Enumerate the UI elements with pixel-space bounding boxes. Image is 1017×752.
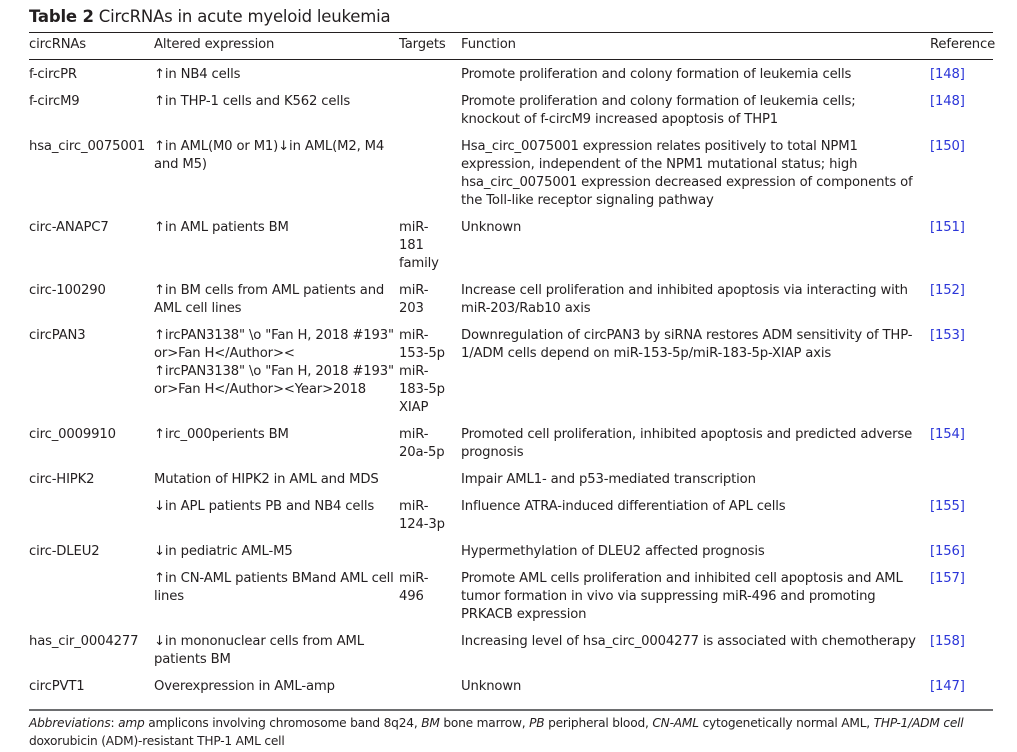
cell-reference[interactable]: [157]	[930, 571, 965, 586]
cell-function: Unknown	[461, 679, 522, 694]
table-row	[29, 278, 993, 323]
footnote-colon: :	[110, 716, 119, 730]
cell-reference	[930, 467, 993, 494]
cell-targets	[399, 674, 461, 701]
footnote-term: CN-AML	[652, 716, 699, 730]
cell-reference[interactable]: [152]	[930, 283, 965, 298]
cell-function: Impair AML1- and p53-mediated transcription	[461, 472, 756, 487]
table-row	[29, 566, 993, 629]
cell-circrna: f-circPR	[29, 67, 77, 82]
footnote-lead: Abbreviations	[29, 716, 111, 730]
table-row	[29, 323, 993, 422]
cell-targets	[399, 89, 461, 134]
cell-reference[interactable]: [148]	[930, 67, 965, 82]
table-row	[29, 539, 993, 566]
footnote-definition: bone marrow,	[439, 716, 530, 730]
cell-altered-expression: ↓in mononuclear cells from AML patients BM	[154, 634, 364, 667]
table-row	[29, 134, 993, 215]
cell-altered-expression: ↓in pediatric AML-M5	[154, 544, 293, 559]
cell-function: Promote proliferation and colony formation of leukemia cells; knockout of f-circM9 increased apoptosis of THP1	[461, 94, 856, 127]
cell-altered-expression: ↑in CN-AML patients BMand AML cell lines	[154, 571, 394, 604]
table-row	[29, 494, 993, 539]
table-caption	[29, 7, 390, 26]
footnote-definition: amplicons involving chromosome band 8q24,	[144, 716, 422, 730]
cell-reference[interactable]: [153]	[930, 328, 965, 343]
cell-altered-expression: Overexpression in AML-amp	[154, 679, 335, 694]
footnote-definition: doxorubicin (ADM)-resistant THP-1 AML cell	[29, 734, 285, 748]
column-header-circrnas: circRNAs	[29, 37, 87, 52]
cell-targets	[399, 629, 461, 674]
cell-altered-expression: ↓in APL patients PB and NB4 cells	[154, 499, 375, 514]
cell-circrna	[29, 494, 154, 539]
cell-function: Increase cell proliferation and inhibited apoptosis via interacting with miR-203/Rab10 axis	[461, 283, 908, 316]
column-header-reference: Reference	[930, 37, 996, 52]
cell-function: Influence ATRA-induced differentiation of APL cells	[461, 499, 786, 514]
cell-targets: miR- 153-5p miR- 183-5p XIAP	[399, 328, 445, 415]
cell-function: Promoted cell proliferation, inhibited apoptosis and predicted adverse prognosis	[461, 427, 913, 460]
cell-targets: miR- 181 family	[399, 220, 439, 271]
circrna-table	[29, 33, 996, 701]
column-header-function: Function	[461, 37, 516, 52]
column-header-altered-expression: Altered expression	[154, 37, 275, 52]
cell-targets: miR- 496	[399, 571, 429, 604]
cell-targets: miR- 20a-5p	[399, 427, 445, 460]
footnote-term: BM	[421, 716, 440, 730]
cell-circrna	[29, 566, 154, 629]
table-label: Table 2	[29, 7, 94, 26]
table-row	[29, 422, 993, 467]
cell-altered-expression: ↑ircPAN3138" \o "Fan H, 2018 #193" or>Fan H</Author>< ↑ircPAN3138" \o "Fan H, 2018 #193" or>Fan H</Author><Year>2018	[154, 328, 394, 397]
cell-function: Promote AML cells proliferation and inhibited cell apoptosis and AML tumor formation in vivo via suppressing miR-496 and promoting PRKACB expression	[461, 571, 903, 622]
cell-circrna: circ-100290	[29, 283, 106, 298]
cell-circrna: circPAN3	[29, 328, 86, 343]
footnote-definition: cytogenetically normal AML,	[698, 716, 874, 730]
cell-circrna: circ-DLEU2	[29, 544, 100, 559]
footnote-term: PB	[529, 716, 545, 730]
cell-reference[interactable]: [155]	[930, 499, 965, 514]
table-row	[29, 467, 993, 494]
cell-targets	[399, 539, 461, 566]
cell-altered-expression: ↑in AML(M0 or M1)↓in AML(M2, M4 and M5)	[154, 139, 385, 172]
cell-reference[interactable]: [158]	[930, 634, 965, 649]
table-row	[29, 629, 993, 674]
cell-targets	[399, 134, 461, 215]
cell-reference[interactable]: [154]	[930, 427, 965, 442]
cell-circrna: hsa_circ_0075001	[29, 139, 146, 154]
cell-circrna: circ-HIPK2	[29, 472, 95, 487]
cell-reference[interactable]: [148]	[930, 94, 965, 109]
cell-function: Hsa_circ_0075001 expression relates positively to total NPM1 expression, independent of the NPM1 mutational status; high hsa_circ_0075001 expression decreased expression of components of the Toll-like receptor signaling pathway	[461, 139, 913, 208]
cell-altered-expression: ↑in BM cells from AML patients and AML cell lines	[154, 283, 385, 316]
footnote-definition: peripheral blood,	[544, 716, 653, 730]
cell-function: Promote proliferation and colony formation of leukemia cells	[461, 67, 852, 82]
table-header-row	[29, 33, 993, 62]
cell-function: Unknown	[461, 220, 522, 235]
cell-targets	[399, 467, 461, 494]
cell-reference[interactable]: [150]	[930, 139, 965, 154]
table-row	[29, 62, 993, 89]
cell-function: Downregulation of circPAN3 by siRNA restores ADM sensitivity of THP- 1/ADM cells depend on miR-153-5p/miR-183-5p-XIAP axis	[461, 328, 913, 361]
cell-reference[interactable]: [156]	[930, 544, 965, 559]
cell-targets: miR- 124-3p	[399, 499, 445, 532]
table-row	[29, 674, 993, 701]
cell-targets	[399, 62, 461, 89]
cell-reference[interactable]: [151]	[930, 220, 965, 235]
footnote-term: amp	[118, 716, 145, 730]
cell-targets: miR- 203	[399, 283, 429, 316]
cell-reference[interactable]: [147]	[930, 679, 965, 694]
table-footnote	[29, 714, 993, 750]
column-header-targets: Targets	[399, 37, 446, 52]
cell-altered-expression: Mutation of HIPK2 in AML and MDS	[154, 472, 379, 487]
footnote-term: THP-1/ADM cell	[873, 716, 964, 730]
cell-altered-expression: ↑in AML patients BM	[154, 220, 289, 235]
table-row	[29, 89, 993, 134]
cell-function: Increasing level of hsa_circ_0004277 is associated with chemotherapy	[461, 634, 916, 649]
table-bottom-rule	[29, 709, 993, 711]
table-row	[29, 215, 993, 278]
cell-circrna: has_cir_0004277	[29, 634, 139, 649]
cell-circrna: circ-ANAPC7	[29, 220, 109, 235]
table-title: CircRNAs in acute myeloid leukemia	[98, 7, 391, 26]
cell-altered-expression: ↑in THP-1 cells and K562 cells	[154, 94, 351, 109]
cell-circrna: circPVT1	[29, 679, 85, 694]
cell-circrna: f-circM9	[29, 94, 80, 109]
cell-altered-expression: ↑in NB4 cells	[154, 67, 241, 82]
cell-function: Hypermethylation of DLEU2 affected prognosis	[461, 544, 765, 559]
cell-circrna: circ_0009910	[29, 427, 116, 442]
cell-altered-expression: ↑irc_000perients BM	[154, 427, 289, 442]
